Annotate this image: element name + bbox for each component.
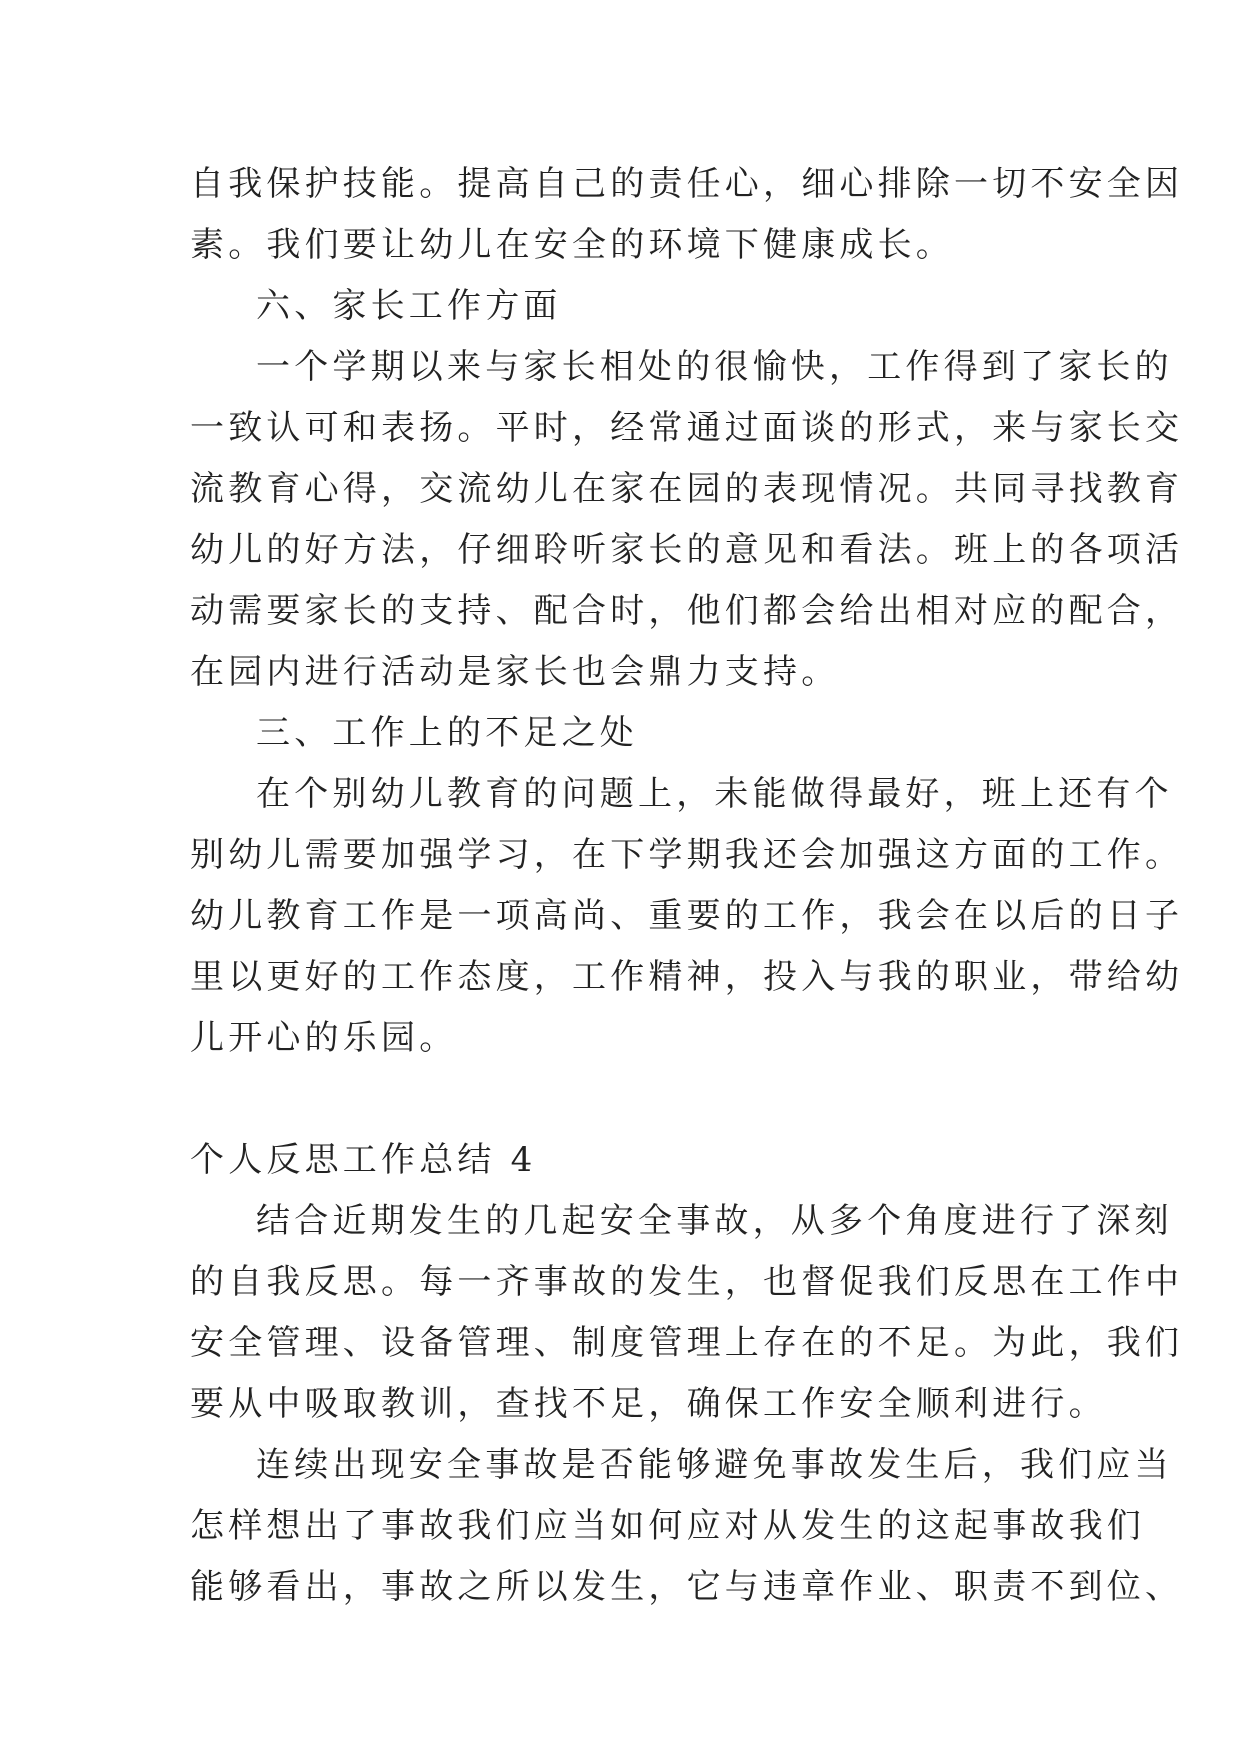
- body-line: 幼儿的好方法，仔细聆听家长的意见和看法。班上的各项活: [190, 530, 1184, 570]
- body-line: 素。我们要让幼儿在安全的环境下健康成长。: [190, 225, 954, 265]
- body-line: 要从中吸取教训，查找不足，确保工作安全顺利进行。: [190, 1384, 1107, 1424]
- summary-4-title: 个人反思工作总结 4: [190, 1140, 537, 1180]
- section-heading-shortcomings: 三、工作上的不足之处: [256, 713, 638, 753]
- section-heading-parents-work: 六、家长工作方面: [256, 286, 562, 326]
- body-line: 一个学期以来与家长相处的很愉快，工作得到了家长的: [256, 347, 1173, 387]
- body-line: 儿开心的乐园。: [190, 1018, 458, 1058]
- body-line: 别幼儿需要加强学习，在下学期我还会加强这方面的工作。: [190, 835, 1184, 875]
- body-line: 流教育心得，交流幼儿在家在园的表现情况。共同寻找教育: [190, 469, 1184, 509]
- body-line: 一致认可和表扬。平时，经常通过面谈的形式，来与家长交: [190, 408, 1184, 448]
- body-line: 安全管理、设备管理、制度管理上存在的不足。为此，我们: [190, 1323, 1184, 1363]
- body-line: 自我保护技能。提高自己的责任心，细心排除一切不安全因: [190, 164, 1184, 204]
- body-line: 在园内进行活动是家长也会鼎力支持。: [190, 652, 840, 692]
- body-line: 能够看出，事故之所以发生，它与违章作业、职责不到位、: [190, 1567, 1184, 1607]
- body-line: 动需要家长的支持、配合时，他们都会给出相对应的配合，: [190, 591, 1184, 631]
- body-line: 在个别幼儿教育的问题上，未能做得最好，班上还有个: [256, 774, 1173, 814]
- body-line: 连续出现安全事故是否能够避免事故发生后，我们应当: [256, 1445, 1173, 1485]
- paragraph-gap: [190, 1069, 1070, 1130]
- body-line: 里以更好的工作态度，工作精神，投入与我的职业，带给幼: [190, 957, 1184, 997]
- document-body: [190, 154, 1184, 1618]
- body-line: 结合近期发生的几起安全事故，从多个角度进行了深刻: [256, 1201, 1173, 1241]
- body-line: 怎样想出了事故我们应当如何应对从发生的这起事故我们: [190, 1506, 1145, 1546]
- body-line: 的自我反思。每一齐事故的发生，也督促我们反思在工作中: [190, 1262, 1184, 1302]
- body-line: 幼儿教育工作是一项高尚、重要的工作，我会在以后的日子: [190, 896, 1184, 936]
